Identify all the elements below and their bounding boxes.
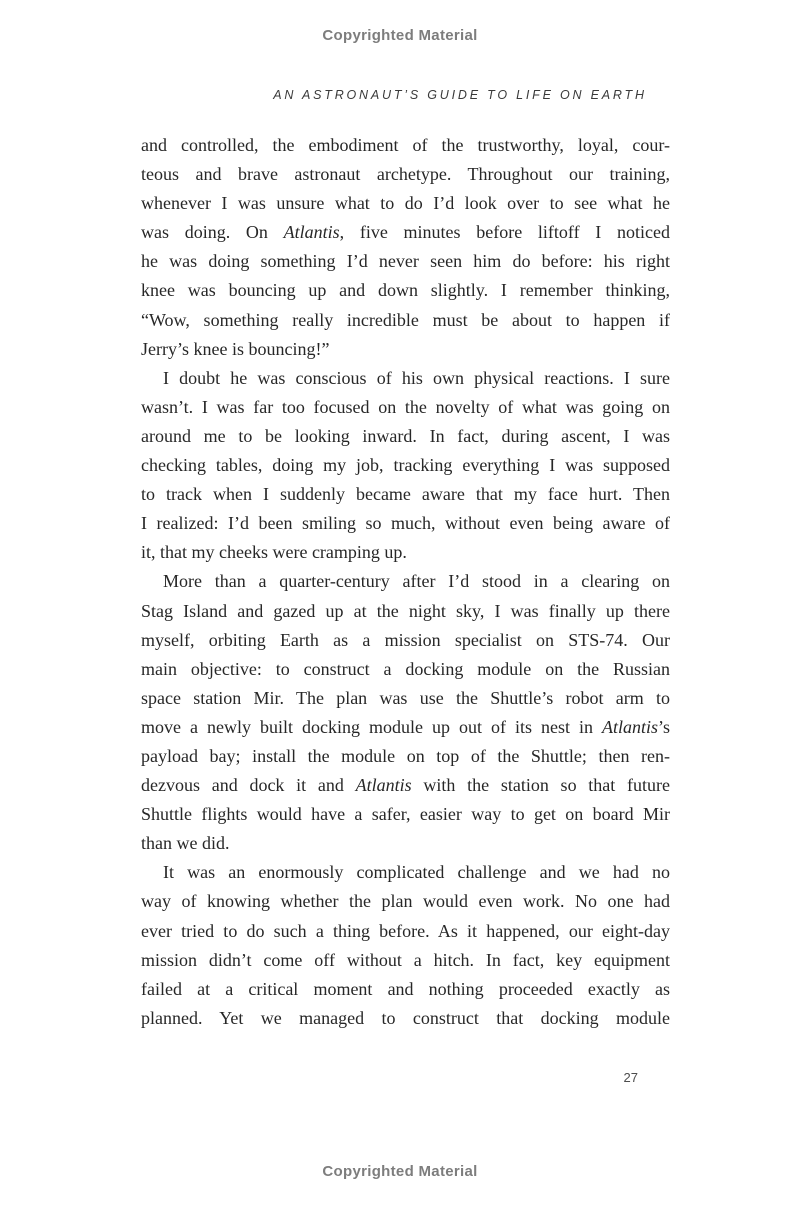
- copyright-notice-bottom: Copyrighted Material: [322, 1163, 478, 1180]
- body-line: whenever I was unsure what to do I’d look over to see what he: [141, 193, 670, 214]
- body-line: teous and brave astronaut archetype. Throughout our training,: [141, 164, 670, 185]
- body-line: More than a quarter-century after I’d stood in a clearing on: [163, 571, 670, 592]
- body-line: it, that my cheeks were cramping up.: [141, 542, 407, 563]
- body-line: he was doing something I’d never seen him do before: his right: [141, 251, 670, 272]
- body-line: dezvous and dock it and Atlantis with the station so that future: [141, 775, 671, 796]
- body-line: I realized: I’d been smiling so much, without even being aware of: [141, 513, 670, 534]
- body-line: “Wow, something really incredible must be about to happen if: [141, 309, 670, 330]
- body-line: than we did.: [141, 833, 230, 854]
- body-line: Stag Island and gazed up at the night sky, I was finally up there: [141, 600, 670, 621]
- body-line: was doing. On Atlantis, five minutes before liftoff I noticed: [141, 222, 670, 243]
- running-head: AN ASTRONAUT’S GUIDE TO LIFE ON EARTH: [273, 88, 647, 102]
- body-line: mission didn’t come off without a hitch. In fact, key equipment: [141, 949, 670, 970]
- page-number: 27: [623, 1070, 638, 1085]
- body-line: It was an enormously complicated challenge and we had no: [163, 862, 670, 883]
- body-line: to track when I suddenly became aware that my face hurt. Then: [141, 484, 670, 505]
- body-line: myself, orbiting Earth as a mission specialist on STS-74. Our: [141, 629, 670, 650]
- body-line: payload bay; install the module on top of the Shuttle; then ren-: [141, 745, 670, 766]
- italic-text: Atlantis: [355, 775, 412, 796]
- copyright-notice-top: Copyrighted Material: [322, 27, 478, 44]
- body-line: I doubt he was conscious of his own physical reactions. I sure: [163, 367, 670, 388]
- body-line: space station Mir. The plan was use the Shuttle’s robot arm to: [141, 687, 670, 708]
- body-text: [141, 131, 670, 1033]
- italic-text: Atlantis: [601, 716, 658, 737]
- body-line: planned. Yet we managed to construct that docking module: [141, 1007, 670, 1028]
- body-line: around me to be looking inward. In fact, during ascent, I was: [141, 425, 670, 446]
- body-line: Shuttle flights would have a safer, easier way to get on board Mir: [141, 804, 670, 825]
- body-line: wasn’t. I was far too focused on the novelty of what was going on: [141, 396, 670, 417]
- body-line: way of knowing whether the plan would even work. No one had: [141, 891, 670, 912]
- body-line: failed at a critical moment and nothing proceeded exactly as: [141, 978, 670, 999]
- body-line: main objective: to construct a docking module on the Russian: [141, 658, 670, 679]
- italic-text: Atlantis: [283, 222, 340, 243]
- body-line: move a newly built docking module up out of its nest in Atlantis’s: [141, 716, 670, 737]
- body-line: knee was bouncing up and down slightly. I remember thinking,: [141, 280, 670, 301]
- body-line: Jerry’s knee is bouncing!”: [141, 338, 330, 359]
- body-line: checking tables, doing my job, tracking everything I was supposed: [141, 455, 670, 476]
- body-line: and controlled, the embodiment of the trustworthy, loyal, cour-: [141, 135, 670, 155]
- body-line: ever tried to do such a thing before. As it happened, our eight-day: [141, 920, 670, 941]
